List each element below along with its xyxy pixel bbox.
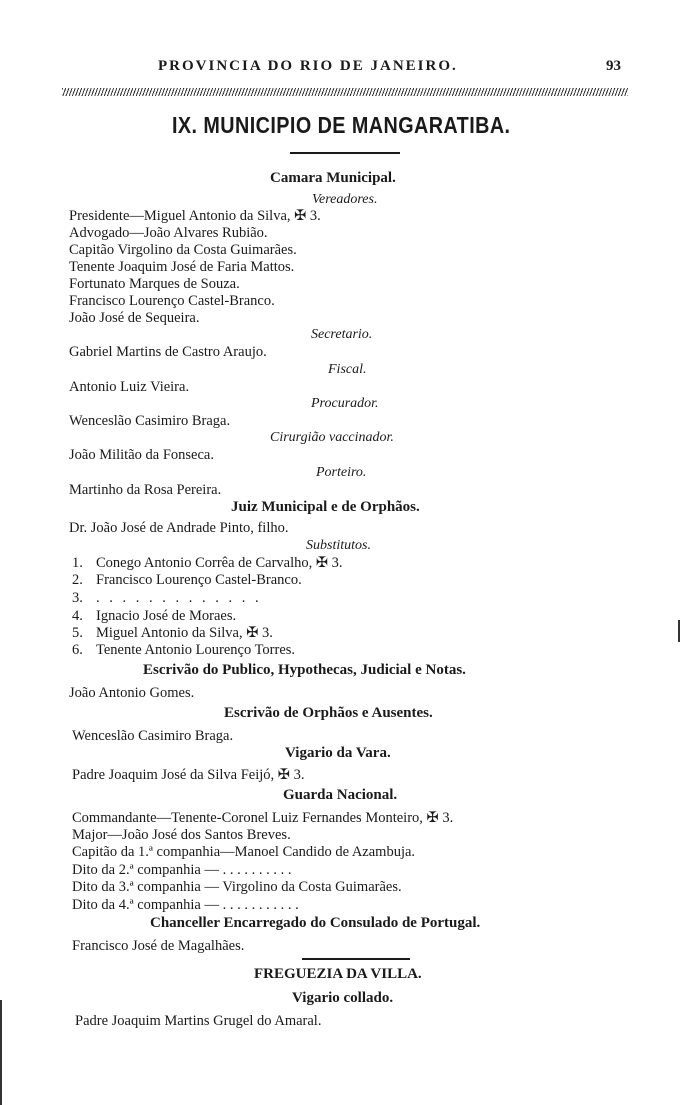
list-item: Conego Antonio Corrêa de Carvalho, ✠ 3. xyxy=(96,555,343,571)
list-item: João José de Sequeira. xyxy=(69,310,200,326)
ornamental-rule xyxy=(62,88,628,96)
list-item: Tenente Joaquim José de Faria Mattos. xyxy=(69,259,295,275)
list-item-number: 5. xyxy=(72,625,83,641)
list-item: Capitão Virgolino da Costa Guimarães. xyxy=(69,242,297,258)
chanceller-name: Francisco José de Magalhães. xyxy=(72,938,245,954)
list-item: Ignacio José de Moraes. xyxy=(96,608,237,624)
list-item-number: 1. xyxy=(72,555,83,571)
title-underline xyxy=(290,152,400,154)
list-item: Francisco Lourenço Castel-Branco. xyxy=(69,293,275,309)
procurador-name: Wenceslão Casimiro Braga. xyxy=(69,413,231,429)
list-item: Tenente Antonio Lourenço Torres. xyxy=(96,642,296,658)
escrivao-publico-heading: Escrivão do Publico, Hypothecas, Judicial e Notas. xyxy=(143,662,466,678)
list-item: Capitão da 1.ª companhia—Manoel Candido de Azambuja. xyxy=(72,844,416,860)
substitutos-label: Substitutos. xyxy=(306,538,371,553)
juiz-heading: Juiz Municipal e de Orphãos. xyxy=(231,499,420,515)
list-item-number: 2. xyxy=(72,572,83,588)
freguezia-heading: FREGUEZIA DA VILLA. xyxy=(254,966,422,982)
porteiro-label: Porteiro. xyxy=(316,465,367,480)
secretario-name: Gabriel Martins de Castro Araujo. xyxy=(69,344,267,360)
margin-mark xyxy=(678,620,680,642)
section-title: IX. MUNICIPIO DE MANGARATIBA. xyxy=(172,112,511,138)
section-divider xyxy=(302,958,410,960)
chanceller-heading: Chanceller Encarregado do Consulado de Portugal. xyxy=(150,915,481,931)
juiz-name: Dr. João José de Andrade Pinto, filho. xyxy=(69,520,289,536)
list-item: Francisco Lourenço Castel-Branco. xyxy=(96,572,302,588)
fiscal-name: Antonio Luiz Vieira. xyxy=(69,379,190,395)
secretario-label: Secretario. xyxy=(311,327,373,342)
procurador-label: Procurador. xyxy=(311,396,379,411)
list-item: Dito da 2.ª companhia — . . . . . . . . . . xyxy=(72,862,292,878)
cirurgiao-label: Cirurgião vaccinador. xyxy=(270,430,394,445)
porteiro-name: Martinho da Rosa Pereira. xyxy=(69,482,222,498)
list-item: Fortunato Marques de Souza. xyxy=(69,276,240,292)
vigario-vara-name: Padre Joaquim José da Silva Feijó, ✠ 3. xyxy=(72,767,305,783)
escrivao-orphaos-heading: Escrivão de Orphãos e Ausentes. xyxy=(224,705,433,721)
list-item: Presidente—Miguel Antonio da Silva, ✠ 3. xyxy=(69,208,321,224)
escrivao-publico-name: João Antonio Gomes. xyxy=(69,685,195,701)
list-item: Dito da 3.ª companhia — Virgolino da Costa Guimarães. xyxy=(72,879,402,895)
list-item: Miguel Antonio da Silva, ✠ 3. xyxy=(96,625,273,641)
page-number: 93 xyxy=(606,58,621,74)
vigario-collado-label: Vigario collado. xyxy=(292,990,394,1006)
list-item-number: 4. xyxy=(72,608,83,624)
fiscal-label: Fiscal. xyxy=(328,362,367,377)
list-item: Commandante—Tenente-Coronel Luiz Fernandes Monteiro, ✠ 3. xyxy=(72,810,454,826)
list-item-dots: . . . . . . . . . . . . . xyxy=(96,590,262,606)
list-item-number: 3. xyxy=(72,590,83,606)
list-item: Dito da 4.ª companhia — . . . . . . . . . . . xyxy=(72,897,299,913)
list-item-number: 6. xyxy=(72,642,83,658)
list-item: Major—João José dos Santos Breves. xyxy=(72,827,291,843)
scan-edge-mark xyxy=(0,1000,2,1105)
vereadores-label: Vereadores. xyxy=(312,192,378,207)
vigario-collado-name: Padre Joaquim Martins Grugel do Amaral. xyxy=(75,1013,322,1029)
cirurgiao-name: João Militão da Fonseca. xyxy=(69,447,214,463)
guarda-heading: Guarda Nacional. xyxy=(283,787,398,803)
running-title: PROVINCIA DO RIO DE JANEIRO. xyxy=(158,58,458,74)
vigario-vara-heading: Vigario da Vara. xyxy=(285,745,391,761)
list-item: Advogado—João Alvares Rubião. xyxy=(69,225,268,241)
camara-heading: Camara Municipal. xyxy=(270,170,396,186)
escrivao-orphaos-name: Wenceslão Casimiro Braga. xyxy=(72,728,234,744)
